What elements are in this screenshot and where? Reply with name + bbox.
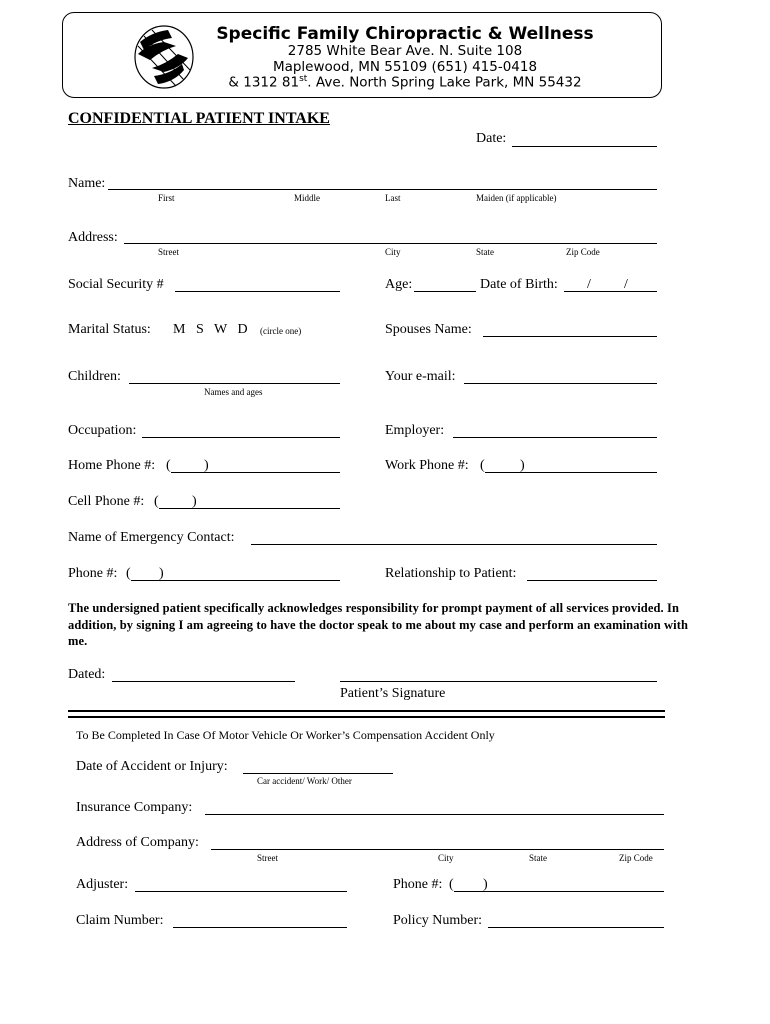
home-phone-field[interactable] (171, 472, 340, 473)
age-label: Age: (385, 277, 413, 292)
company-city-caption: City (438, 853, 454, 863)
address-label: Address: (68, 230, 118, 245)
name-last-caption: Last (385, 193, 401, 203)
address-line-3-ordinal: st (299, 74, 308, 84)
children-field[interactable] (129, 383, 340, 384)
name-first-caption: First (158, 193, 175, 203)
ssn-label: Social Security # (68, 277, 164, 292)
accident-date-field[interactable] (243, 773, 393, 774)
clinic-address-line-1: 2785 White Bear Ave. N. Suite 108 (287, 43, 523, 59)
ssn-field[interactable] (175, 291, 340, 292)
address-state-caption: State (476, 247, 494, 257)
name-label: Name: (68, 176, 106, 191)
spouse-name-label: Spouses Name: (385, 322, 472, 337)
home-phone-label: Home Phone #: (68, 458, 156, 473)
clinic-address-line-2: Maplewood, MN 55109 (651) 415-0418 (272, 59, 538, 75)
adjuster-phone-field[interactable] (454, 891, 664, 892)
company-address-field[interactable] (211, 849, 664, 850)
employer-label: Employer: (385, 423, 445, 438)
address-street-caption: Street (158, 247, 179, 257)
insurance-company-field[interactable] (205, 814, 664, 815)
policy-number-label: Policy Number: (393, 913, 483, 928)
work-phone-label: Work Phone #: (385, 458, 469, 473)
work-phone-close-paren: ) (520, 458, 525, 473)
age-field[interactable] (414, 291, 476, 292)
address-field[interactable] (124, 243, 657, 244)
company-state-caption: State (529, 853, 547, 863)
occupation-field[interactable] (142, 437, 340, 438)
name-middle-caption: Middle (294, 193, 320, 203)
adjuster-label: Adjuster: (76, 877, 129, 892)
relationship-field[interactable] (527, 580, 657, 581)
relationship-label: Relationship to Patient: (385, 566, 517, 581)
company-address-label: Address of Company: (76, 835, 199, 850)
dated-field[interactable] (112, 681, 295, 682)
work-phone-open-paren: ( (480, 458, 485, 473)
children-label: Children: (68, 369, 121, 384)
email-label: Your e-mail: (385, 369, 456, 384)
cell-phone-label: Cell Phone #: (68, 494, 145, 509)
email-field[interactable] (464, 383, 657, 384)
dob-slash-2: / (624, 277, 628, 292)
cell-phone-open-paren: ( (154, 494, 159, 509)
company-street-caption: Street (257, 853, 278, 863)
emergency-contact-label: Name of Emergency Contact: (68, 530, 235, 545)
form-title: CONFIDENTIAL PATIENT INTAKE (68, 110, 330, 127)
date-label: Date: (476, 131, 507, 146)
marital-status-options[interactable]: M S W D (173, 322, 248, 337)
marital-status-label: Marital Status: (68, 322, 151, 337)
address-city-caption: City (385, 247, 401, 257)
signature-label: Patient’s Signature (340, 686, 446, 701)
dob-label: Date of Birth: (480, 277, 558, 292)
dob-field[interactable] (564, 291, 657, 292)
name-field[interactable] (108, 189, 657, 190)
clinic-address-line-3 (150, 74, 660, 91)
emergency-phone-open-paren: ( (126, 566, 131, 581)
spouse-name-field[interactable] (483, 336, 657, 337)
adjuster-phone-close-paren: ) (483, 877, 488, 892)
accident-type-caption: Car accident/ Work/ Other (257, 776, 352, 786)
claim-number-field[interactable] (173, 927, 347, 928)
home-phone-close-paren: ) (204, 458, 209, 473)
dob-slash-1: / (587, 277, 591, 292)
address-line-3-end: . Ave. North Spring Lake Park, MN 55432 (307, 74, 582, 91)
children-caption: Names and ages (204, 387, 263, 397)
company-zip-caption: Zip Code (619, 853, 653, 863)
emergency-contact-field[interactable] (251, 544, 657, 545)
cell-phone-close-paren: ) (192, 494, 197, 509)
adjuster-phone-open-paren: ( (449, 877, 454, 892)
acknowledgement-text: The undersigned patient specifically acknowledges responsibility for prompt payment of all services provided. In addition, by signing I am agreeing to have the doctor speak to me about my case and perform an examination with me. (68, 601, 689, 648)
address-line-3-start: & 1312 81 (228, 74, 300, 91)
date-field[interactable] (512, 146, 657, 147)
emergency-phone-close-paren: ) (159, 566, 164, 581)
occupation-label: Occupation: (68, 423, 137, 438)
section-divider (68, 710, 665, 718)
clinic-name: Specific Family Chiropractic & Wellness (216, 24, 594, 44)
name-maiden-caption: Maiden (if applicable) (476, 193, 557, 203)
insurance-company-label: Insurance Company: (76, 800, 193, 815)
claim-number-label: Claim Number: (76, 913, 164, 928)
emergency-phone-field[interactable] (131, 580, 340, 581)
accident-date-label: Date of Accident or Injury: (76, 759, 228, 774)
circle-one-note: (circle one) (260, 326, 302, 336)
adjuster-field[interactable] (135, 891, 347, 892)
home-phone-open-paren: ( (166, 458, 171, 473)
accident-section-heading: To Be Completed In Case Of Motor Vehicle Or Worker’s Compensation Accident Only (76, 728, 495, 742)
employer-field[interactable] (453, 437, 657, 438)
policy-number-field[interactable] (488, 927, 664, 928)
adjuster-phone-label: Phone #: (393, 877, 443, 892)
signature-field[interactable] (340, 681, 657, 682)
dated-label: Dated: (68, 667, 106, 682)
address-zip-caption: Zip Code (566, 247, 600, 257)
cell-phone-field[interactable] (159, 508, 340, 509)
emergency-phone-label: Phone #: (68, 566, 118, 581)
work-phone-field[interactable] (485, 472, 657, 473)
